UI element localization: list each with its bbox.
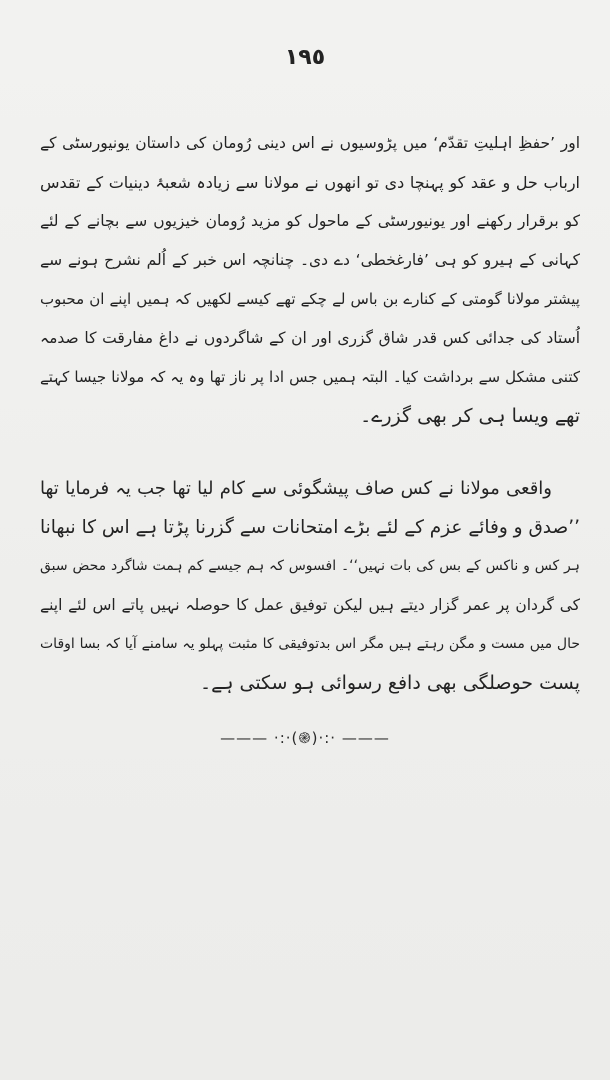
text-line: اور ’حفظِ اہلیتِ تقدّم‘ میں پڑوسیوں نے اس دینی رُومان کی داستان یونیورسٹی کے [40,134,580,152]
text-line: پست حوصلگی بھی دافع رسوائی ہو سکتی ہے۔ [200,672,580,694]
text-line: کو برقرار رکھنے اور یونیورسٹی کے ماحول کو مزید رُومان خیزیوں سے بچانے کے لئے [40,212,580,230]
text-line: واقعی مولانا نے کس صاف پیشگوئی سے کام لیا تھا جب یہ فرمایا تھا [40,478,552,499]
text-line: کتنی مشکل سے برداشت کیا۔ البتہ ہمیں جس ادا پر ناز تھا وہ یہ کہ مولانا جیسا کہتے [40,368,580,386]
text-line: کہانی کے ہیرو کو ہی ’فارغخطی‘ دے دی۔ چنانچہ اس خبر کے اُلم نشرح ہونے سے [40,251,580,269]
text-line: ’’صدق و وفائے عزم کے لئے بڑے امتحانات سے گزرنا پڑتا ہے اس کا نبھانا [40,517,580,538]
page-number: ١٩٥ [284,45,326,70]
text-line: ہر کس و ناکس کے بس کی بات نہیں‘‘۔ افسوس کہ ہم جیسے کم ہمت شاگرد محض سبق [40,558,580,574]
text-line: تھے ویسا ہی کر بھی گزرے۔ [360,405,580,427]
section-divider-ornament: ——— ·:·(֎)·:· ——— [220,729,390,747]
paragraph-2 [40,469,580,703]
text-line: ارباب حل و عقد کو پہنچا دی تو انھوں نے مولانا سے زیادہ شعبۂ دینیات کے تقدس [40,173,580,192]
text-line: پیشتر مولانا گومتی کے کنارے بن باس لے چکے تھے کیسے لکھیں کہ ہمیں اپنے ان محبوب [40,290,580,308]
text-line: اُستاد کی جدائی کس قدر شاق گزری اور ان کے شاگردوں نے داغ مفارقت کا صدمہ [40,329,580,347]
text-line: حال میں مست و مگن رہتے ہیں مگر اس بدتوفیقی کا مثبت پہلو یہ سامنے آیا کہ بسا اوقات [40,636,580,652]
text-line: کی گردان پر عمر گزار دیتے ہیں لیکن توفیق عمل کا حوصلہ نہیں پاتے اس لئے اپنے [40,596,580,614]
paragraph-1 [40,124,580,436]
